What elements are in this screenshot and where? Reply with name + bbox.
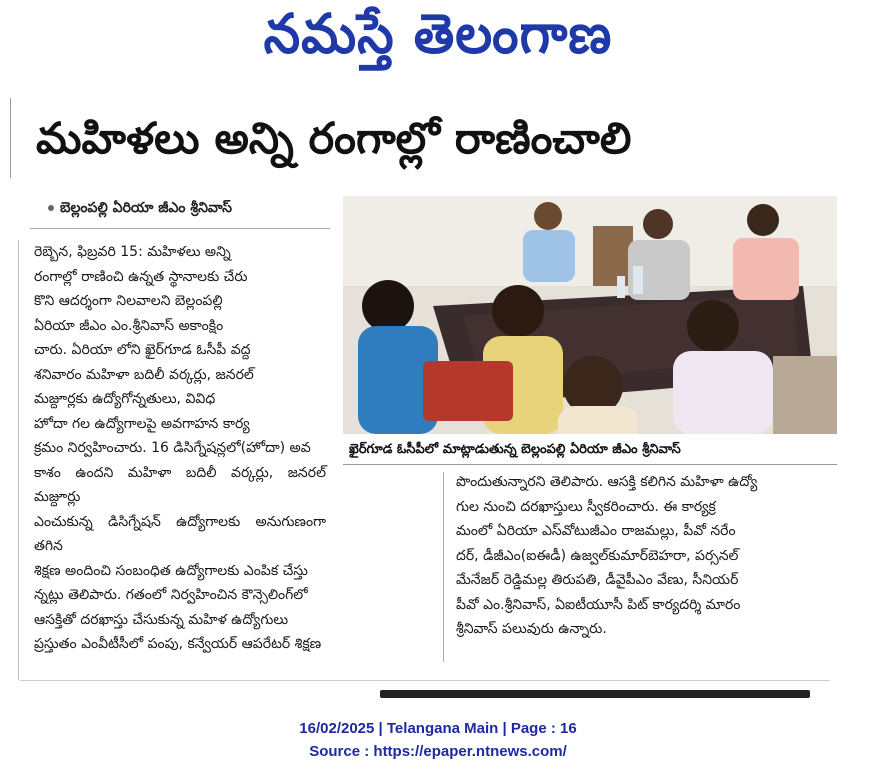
article-body-left-column [34,240,326,657]
article-headline: మహిళలు అన్ని రంగాల్లో రాణించాలి [36,114,632,164]
newspaper-masthead [0,0,876,82]
byline-text: బెల్లంపల్లి ఏరియా జీఎం శ్రీనివాస్ [60,200,232,216]
masthead-title: నమస్తే తెలంగాణ [263,2,613,67]
next-article-cutoff [380,684,810,698]
article-photo [343,196,837,434]
byline-divider [30,228,330,229]
left-margin-rule [18,240,19,680]
footer-edition-info: 16/02/2025 | Telangana Main | Page : 16 [299,720,577,737]
photo-caption: ఖైర్‌గూడ ఓసీపీలో మాట్లాడుతున్న బెల్లంపల్లి ఏరియా జీఎం శ్రీనివాస్ [349,442,681,457]
column-divider-right [443,472,444,662]
body-text-left: రెబ్బెన, ఫిబ్రవరి 15: మహిళలు అన్ని రంగాల్లో రాణించి ఉన్నత స్థానాలకు చేరు కొని ఆదర్శంగా నిలవాలని బెల్లంపల్లి ఏరియా జీఎం ఎం.శ్రీనివాస్ అకాంక్షిం చారు. ఏరియా లోని ఖైర్‌గూడ ఓసీపీ వద్ద శనివారం మహిళా బదిలీ వర్కర్లు, జనరల్ మజ్దూర్లకు ఉద్యోగోన్నతులు, వివిధ హోదా గల ఉద్యోగాలపై అవగాహన కార్య క్రమం నిర్వహించారు. 16 డిసిగ్నేషన్లలో(హోదా) అవ కాశం ఉందని మహిళా బదిలీ వర్కర్లు, జనరల్ మజ్దూర్లు ఎంచుకున్న డిసిగ్నేషన్ ఉద్యోగాలకు అనుగుణంగా తగిన శిక్షణ అందించి సంబంధిత ఉద్యోగాలకు ఎంపిక చేస్తు న్నట్లు తెలిపారు. గతంలో నిర్వహించిన కౌన్సెలింగ్‌లో ఆసక్తితో దరఖాస్తు చేసుకున్న మహిళ ఉద్యోగులు ప్రస్తుతం ఎంవీటీసీలో పంపు, కన్వేయర్ ఆపరేటర్ శిక్షణ [34,244,326,652]
footer-source: Source : https://epaper.ntnews.com/ [309,743,567,760]
clipping-bottom-rule [20,680,830,681]
article-body-right-column [456,470,841,642]
column-divider [10,98,11,178]
meeting-photo-illustration [343,196,837,434]
article-byline [48,200,232,219]
caption-divider [343,464,837,465]
body-text-right: పొందుతున్నారని తెలిపారు. ఆసక్తి కలిగిన మహిళా ఉద్యో గుల నుంచి దరఖాస్తులు స్వీకరించారు. ఈ కార్యక్ర మంలో ఏరియా ఎస్‌వోటుజీఎం రాజమల్లు, పీవో నరేం దర్, డీజీఎం(ఐఈడీ) ఉజ్వల్‌కుమార్‌బెహరా, పర్సనల్ మేనేజర్ రెడ్డిమల్ల తిరుపతి, డీవైపీఎం వేణు, సీనియర్ పీవో ఎం.శ్రీనివాస్, ఏఐటీయూసీ పిట్ కార్యదర్శి మారం శ్రీనివాస్ పలువురు ఉన్నారు. [456,474,758,637]
bullet-icon [48,205,54,211]
